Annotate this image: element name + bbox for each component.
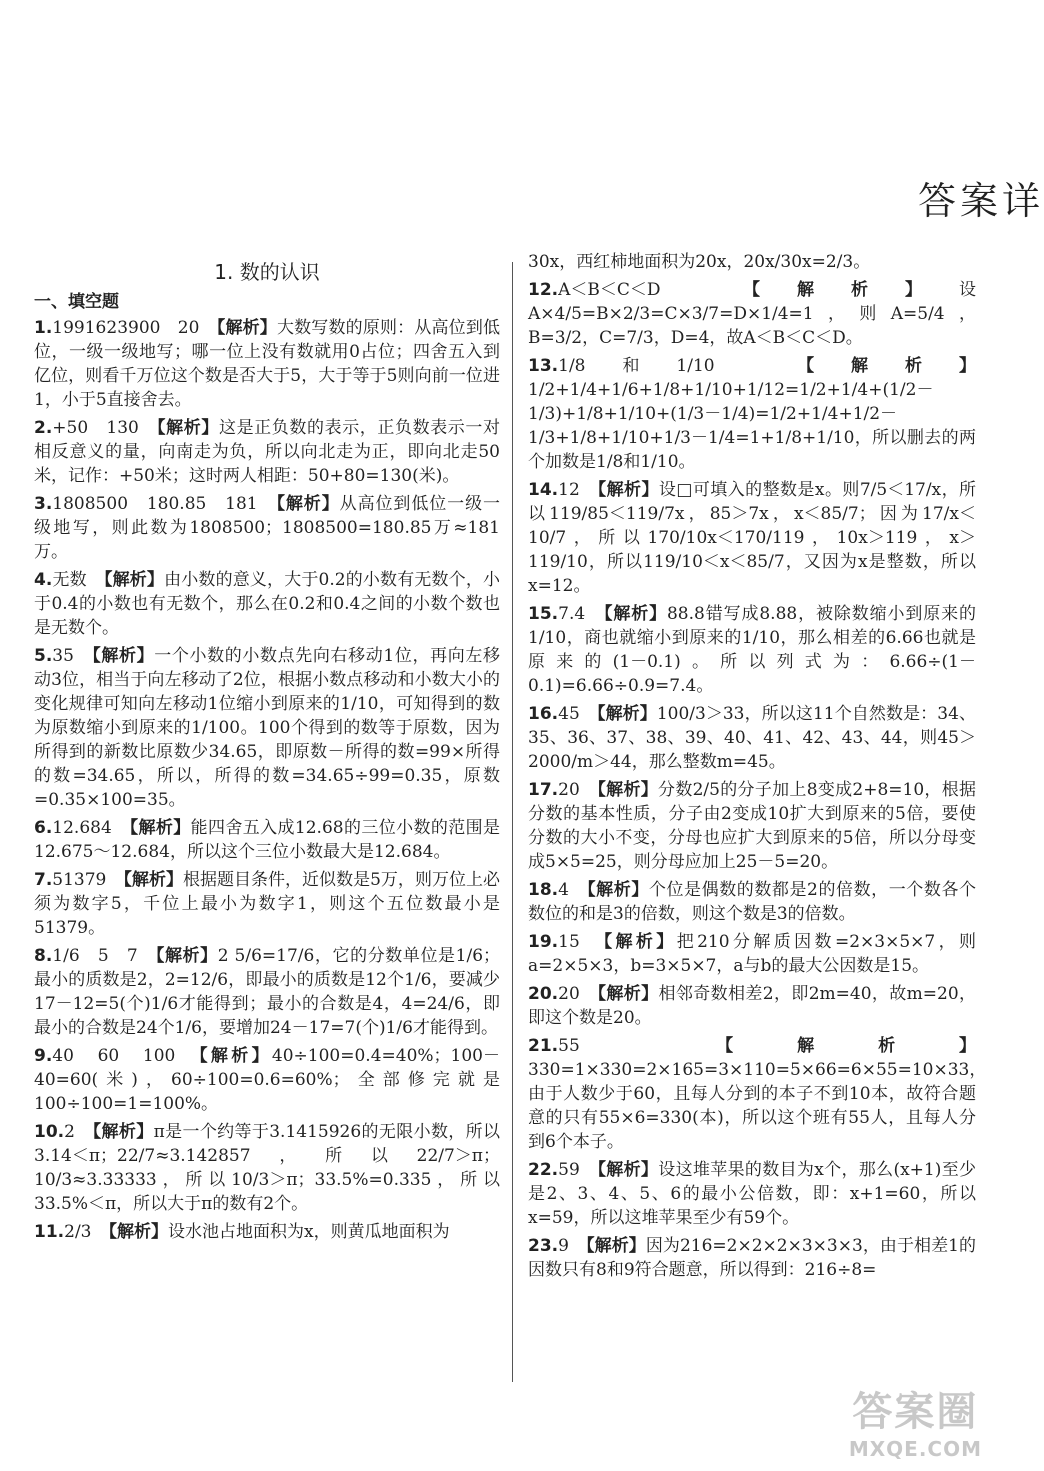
answer-item xyxy=(34,492,500,564)
answer-item xyxy=(34,1220,500,1244)
answer-item xyxy=(528,702,976,774)
solution-text: 分数2/5的分子加上8变成2+8=10，根据分数的基本性质，分子由2变成10扩大到原来的5倍，要使分数的大小不变，分母也应扩大到原来的5倍，所以分母变成5×5=25，则分母应加上25－5=20。 xyxy=(528,780,977,872)
question-number: 22. xyxy=(528,1160,559,1180)
solution-tag: 【解析】 xyxy=(123,870,183,890)
solution-text: 2 5/6=17/6，它的分数单位是1/6；最小的质数是2，2=12/6，即最小的质数是12个1/6，要减少17－12=5(个)1/6才能得到；最小的合数是4，4=24/6，即最小的合数是24个1/6，要增加24－17=7(个)1/6才能得到。 xyxy=(34,946,501,1038)
question-number: 5. xyxy=(34,646,53,666)
solution-text: 根据题目条件，近似数是5万，则万位上必须为数字5，千位上最小为数字1，则这个五位数最小是51379。 xyxy=(34,870,500,938)
answer-item xyxy=(34,944,500,1040)
solution-text: 88.8错写成8.88，被除数缩小到原来的1/10，商也就缩小到原来的1/10，那么相差的6.66也就是原来的(1－0.1)。所以列式为：6.66÷(1－0.1)=6.66÷0.9=7.4。 xyxy=(528,604,977,696)
solution-tag: 【解析】 xyxy=(586,1236,646,1256)
answer-value: 1808500 180.85 181 xyxy=(52,494,258,514)
solution-tag: 【解析】 xyxy=(751,280,959,300)
question-number: 16. xyxy=(528,704,559,724)
question-number: 9. xyxy=(34,1046,53,1066)
answer-value: 7.4 xyxy=(558,604,586,624)
watermark-logo xyxy=(849,1380,982,1461)
solution-text: 相邻奇数相差2，即2m=40，故m=20，即这个数是20。 xyxy=(528,984,977,1028)
solution-text: 设□可填入的整数是x。则7/5＜17/x，所以119/85＜119/7x，85＞7x，x＜85/7；因为17/x＜10/7，所以170/10x＜170/119，10x＞119，x＞119/10，所以119/10＜x＜85/7，又因为x是整数，所以x=12。 xyxy=(528,480,977,596)
right-column xyxy=(528,250,987,1286)
left-column xyxy=(34,250,500,1248)
question-number: 19. xyxy=(528,932,559,952)
answer-value: 2/3 xyxy=(64,1222,92,1242)
solution-text: 大数写数的原则：从高位到低位，一级一级地写；哪一位上没有数就用0占位；四舍五入到亿位，则看千万位这个数是否大于5，大于等于5则向前一位进1，小于5直接舍去。 xyxy=(34,318,501,410)
question-number: 2. xyxy=(34,418,53,438)
solution-text: 1/2+1/4+1/6+1/8+1/10+1/12=1/2+1/4+(1/2－1/3)+1/8+1/10+(1/3－1/4)=1/2+1/4+1/2－1/3+1/8+1/10+1/3－1/4=1+1/8+1/10，所以删去的两个加数是1/8和1/10。 xyxy=(528,380,976,472)
question-number: 13. xyxy=(528,356,559,376)
answer-value: A＜B＜C＜D xyxy=(558,280,661,300)
solution-text: 因为216=2×2×2×3×3×3，由于相差1的因数只有8和9符合题意，所以得到：216÷8= xyxy=(528,1236,977,1280)
question-number: 4. xyxy=(34,570,53,590)
subsection-title: 一、填空题 xyxy=(34,292,119,312)
solution-text: 100/3＞33，所以这11个自然数是：34、35、36、37、38、39、40、41、42、43、44，则45＞2000/m＞44，那么整数m=45。 xyxy=(528,704,977,772)
question-number: 15. xyxy=(528,604,559,624)
solution-text: 个位是偶数的数都是2的倍数，一个数各个数位的和是3的倍数，则这个数是3的倍数。 xyxy=(528,880,977,924)
answer-item xyxy=(528,602,976,698)
column-divider xyxy=(512,262,513,1382)
solution-text: 330=1×330=2×165=3×110=5×66=6×55=10×33，由于人数少于60，且每人分到的本子不到10本，故符合题意的只有55×6=330(本)，所以这个班有55人，且每人分到6个本子。 xyxy=(528,1060,987,1152)
solution-text: π是一个约等于3.1415926的无限小数，所以3.14＜π；22/7≈3.142857，所以22/7＞π；10/3≈3.33333，所以10/3＞π；33.5%=0.335，所以33.5%＜π，所以大于π的数有2个。 xyxy=(34,1122,501,1214)
answer-item xyxy=(528,982,976,1030)
solution-tag: 【解析】 xyxy=(805,356,977,376)
solution-tag: 【解析】 xyxy=(92,1122,154,1142)
right-answer-list xyxy=(528,250,987,1282)
answer-item xyxy=(34,644,500,812)
answer-item xyxy=(34,868,500,940)
solution-tag: 【解析】 xyxy=(597,1160,659,1180)
solution-text: 从高位到低位一级一级地写，则此数为1808500；1808500=180.85万≈181万。 xyxy=(34,494,501,562)
question-number: 20. xyxy=(528,984,559,1004)
solution-text: 这是正负数的表示，正负数表示一对相反意义的量，向南走为负，所以向北走为正，即向北走50米，记作：+50米；这时两人相距：50+80=130(米)。 xyxy=(34,418,501,486)
answer-item xyxy=(34,1120,500,1216)
answer-value: 59 xyxy=(558,1160,580,1180)
question-number: 8. xyxy=(34,946,53,966)
question-number: 11. xyxy=(34,1222,65,1242)
solution-tag: 【解析】 xyxy=(155,946,218,966)
answer-item xyxy=(528,478,976,598)
answer-value: 1/8和1/10 xyxy=(558,356,715,376)
answer-value: 15 xyxy=(558,932,580,952)
answer-item xyxy=(34,1044,500,1116)
solution-tag: 【解析】 xyxy=(276,494,340,514)
answer-value: 2 xyxy=(64,1122,75,1142)
solution-text: 30x，西红柿地面积为20x，20x/30x=2/3。 xyxy=(528,252,871,272)
solution-tag: 【解析】 xyxy=(597,780,659,800)
answer-value: 1991623900 20 xyxy=(52,318,200,338)
answer-value: 12.684 xyxy=(52,818,112,838)
page-heading: 答案详 xyxy=(918,179,1044,223)
solution-text: 能四舍五入成12.68的三位小数的范围是12.675～12.684，所以这个三位小数最大是12.684。 xyxy=(34,818,501,862)
solution-text: 设这堆苹果的数目为x个，那么(x+1)至少是2、3、4、5、6的最小公倍数，即：x+1=60，所以x=59，所以这堆苹果至少有59个。 xyxy=(528,1160,977,1228)
answer-item xyxy=(528,1034,987,1154)
solution-tag: 【解析】 xyxy=(597,984,659,1004)
solution-text: 设水池占地面积为x，则黄瓜地面积为 xyxy=(167,1222,450,1242)
answer-item xyxy=(528,930,976,978)
answer-value: 12 xyxy=(558,480,580,500)
answer-item xyxy=(528,1158,976,1230)
answer-value: 20 xyxy=(558,984,580,1004)
answer-value: 55 xyxy=(558,1036,580,1056)
answer-item xyxy=(528,778,976,874)
solution-tag: 【解析】 xyxy=(92,646,155,666)
answer-value: 1/6 5 7 xyxy=(52,946,138,966)
solution-tag: 【解析】 xyxy=(103,570,165,590)
answer-item xyxy=(528,1234,976,1282)
answer-value: 20 xyxy=(558,780,580,800)
solution-text: 设A×4/5=B×2/3=C×3/7=D×1/4=1，则A=5/4，B=3/2，C=7/3，D=4，故A＜B＜C＜D。 xyxy=(528,280,976,348)
question-number: 10. xyxy=(34,1122,65,1142)
question-number: 17. xyxy=(528,780,559,800)
solution-tag: 【解析】 xyxy=(596,704,657,724)
question-number: 12. xyxy=(528,280,559,300)
answer-item xyxy=(528,354,976,474)
question-number: 7. xyxy=(34,870,53,890)
solution-tag: 【解析】 xyxy=(108,1222,168,1242)
solution-tag: 【解析】 xyxy=(603,604,667,624)
solution-tag: 【解析】 xyxy=(724,1036,977,1056)
solution-text: 由小数的意义，大于0.2的小数有无数个，小于0.4的小数也有无数个，那么在0.2和0.4之间的小数个数也是无数个。 xyxy=(34,570,501,638)
solution-tag: 【解析】 xyxy=(157,418,219,438)
question-number: 18. xyxy=(528,880,559,900)
solution-text: 40÷100=0.4=40%；100－40=60(米)，60÷100=0.6=60%；全部修完就是100÷100=1=100%。 xyxy=(34,1046,501,1114)
section-title: 1. 数的认识 xyxy=(214,260,320,284)
answer-value: 9 xyxy=(558,1236,569,1256)
answer-value: +50 130 xyxy=(52,418,139,438)
answer-item xyxy=(34,568,500,640)
answer-value: 35 xyxy=(52,646,74,666)
answer-value: 51379 xyxy=(52,870,107,890)
solution-tag: 【解析】 xyxy=(603,932,677,952)
question-number: 1. xyxy=(34,318,53,338)
question-number: 3. xyxy=(34,494,53,514)
answer-item xyxy=(528,878,976,926)
answer-item xyxy=(528,250,976,274)
watermark-url: MXQE.COM xyxy=(848,1437,982,1461)
solution-tag: 【解析】 xyxy=(199,1046,272,1066)
question-number: 6. xyxy=(34,818,53,838)
answer-value: 4 xyxy=(558,880,569,900)
solution-tag: 【解析】 xyxy=(216,318,277,338)
answer-value: 无数 xyxy=(52,570,87,590)
answer-item xyxy=(34,416,500,488)
answer-item xyxy=(34,316,500,412)
solution-text: 一个小数的小数点先向右移动1位，再向左移动3位，相当于向左移动了2位，根据小数点移动和小数大小的变化规律可知向左移动1位缩小到原来的1/10，可知得到的数为原数缩小到原来的1/100。100个得到的数等于原数，因为所得到的新数比原数少34.65，即原数－所得的数=99×所得的数=34.65，所以，所得的数=34.65÷99=0.35，原数=0.35×100=35。 xyxy=(34,646,501,810)
question-number: 23. xyxy=(528,1236,559,1256)
answer-value: 45 xyxy=(558,704,580,724)
solution-tag: 【解析】 xyxy=(597,480,659,500)
question-number: 21. xyxy=(528,1036,559,1056)
answer-item xyxy=(34,816,500,864)
watermark-logo-text: 答案圈 xyxy=(852,1389,979,1435)
solution-tag: 【解析】 xyxy=(587,880,649,900)
solution-tag: 【解析】 xyxy=(129,818,191,838)
answer-value: 40 60 100 xyxy=(52,1046,176,1066)
answer-item xyxy=(528,278,976,350)
left-answer-list xyxy=(34,316,500,1244)
question-number: 14. xyxy=(528,480,559,500)
solution-text: 把210分解质因数=2×3×5×7，则a=2×5×3，b=3×5×7，a与b的最大公因数是15。 xyxy=(528,932,976,976)
